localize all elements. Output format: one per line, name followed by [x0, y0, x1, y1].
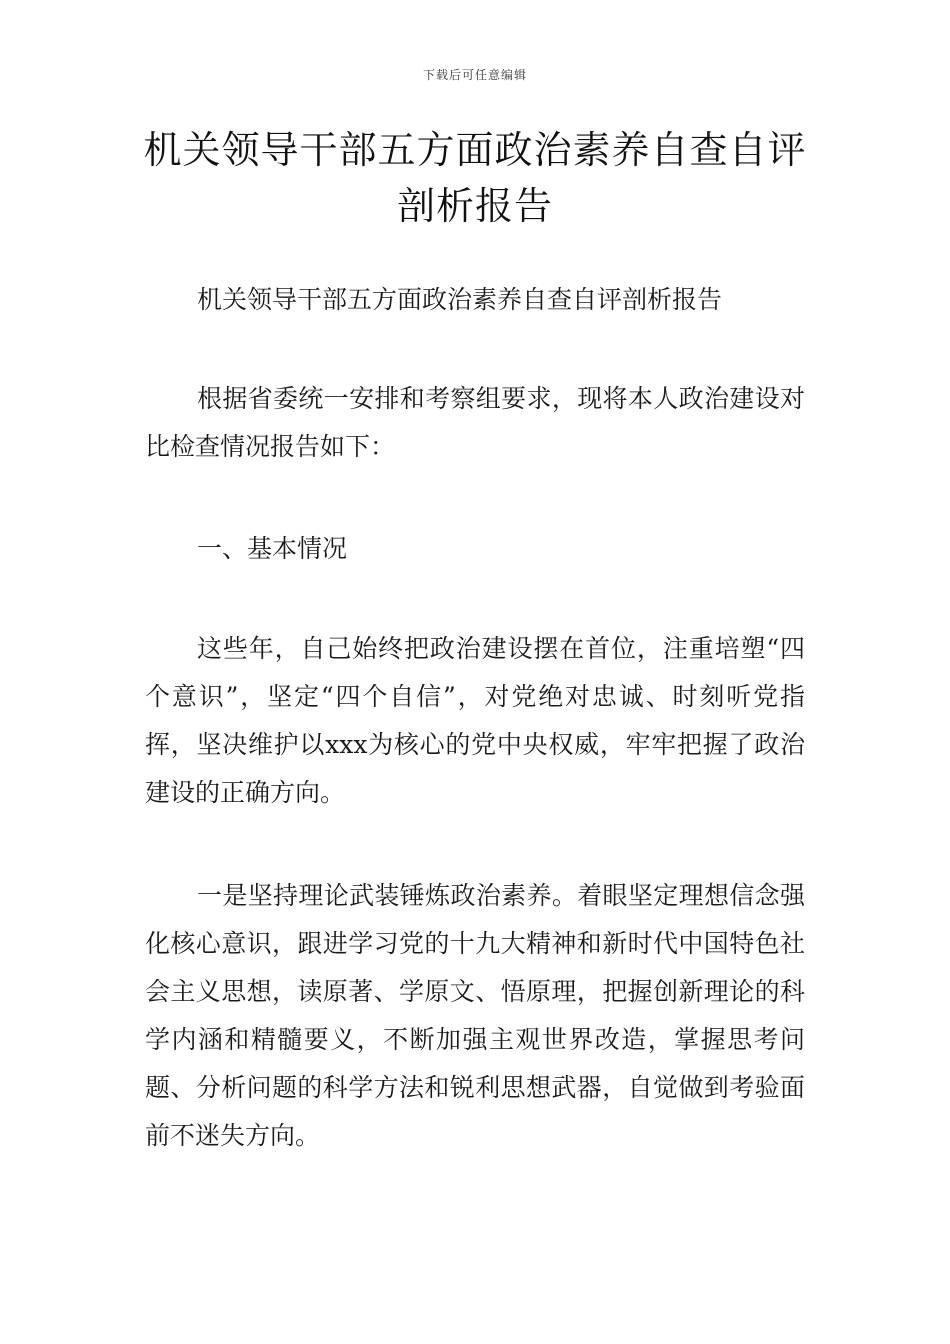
subtitle-text: 机关领导干部五方面政治素养自查自评剖析报告	[197, 285, 723, 314]
document-title: 机关领导干部五方面政治素养自查自评剖析报告	[143, 128, 807, 228]
section-heading-basic-situation	[145, 525, 805, 573]
intro-paragraph	[145, 375, 805, 471]
subtitle-paragraph	[145, 276, 805, 324]
header-note: 下载后可任意编辑	[422, 68, 527, 82]
intro-text: 根据省委统一安排和考察组要求，现将本人政治建设对比检查情况报告如下：	[145, 384, 805, 461]
body-paragraph-1	[145, 625, 805, 817]
body-paragraph-1-text: 这些年，自己始终把政治建设摆在首位，注重培塑“四个意识”，坚定“四个自信”，对党绝对忠诚、时刻听党指挥，坚决维护以xxx为核心的党中央权威，牢牢把握了政治建设的正确方向。	[145, 634, 805, 807]
body-paragraph-2-text: 一是坚持理论武装锤炼政治素养。着眼坚定理想信念强化核心意识，跟进学习党的十九大精神和新时代中国特色社会主义思想，读原著、学原文、悟原理，把握创新理论的科学内涵和精髓要义，不断加强主观世界改造，掌握思考问题、分析问题的科学方法和锐利思想武器，自觉做到考验面前不迷失方向。	[145, 881, 805, 1150]
section-heading-text: 一、基本情况	[197, 534, 348, 563]
body-paragraph-2	[145, 872, 805, 1160]
